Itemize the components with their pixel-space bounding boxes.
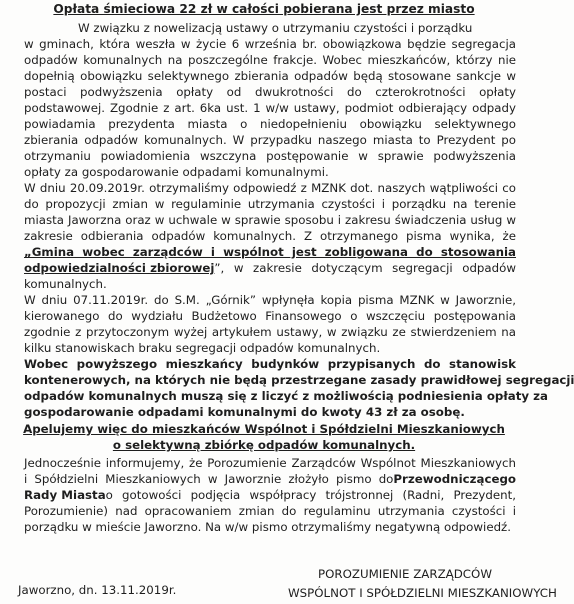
paragraph-1-line: otrzymaniu powiadomienia wszczyna postępowanie w sprawie podwyższenia (24, 149, 516, 163)
paragraph-5-line (24, 488, 516, 503)
paragraph-2-line: do propozycji zmian w regulaminie utrzymania czystości i porządku na terenie (24, 197, 516, 211)
signature-line: POROZUMIENIE ZARZĄDCÓW (318, 567, 492, 581)
paragraph-5-line: Porozumienie) nad opracowaniem zmian do regulaminu utrzymania czystości i (24, 504, 516, 518)
warning-line: odpadów komunalnych muszą się z liczyć z możliwością podniesienia opłaty za (24, 389, 548, 403)
paragraph-1-line: w gminach, która weszła w życie 6 września br. obowiązkowa będzie segregacja (24, 37, 516, 51)
paragraph-5-text: i Spółdzielni Mieszkaniowych w Jaworznie złożyło pismo do (24, 472, 394, 486)
warning-line: gospodarowanie odpadami komunalnymi do kwoty 43 zł za osobę. (24, 405, 465, 419)
paragraph-2-line: miasta Jaworzna oraz w uchwale w sprawie sposobu i zakresu świadczenia usług w (24, 213, 516, 227)
paragraph-1-line: opłaty za gospodarowanie odpadami komunalnymi. (24, 165, 329, 179)
appeal-line: Apelujemy więc do mieszkańców Wspólnot i Spółdzielni Mieszkaniowych (23, 422, 505, 436)
signature-line: WSPÓLNOT I SPÓŁDZIELNI MIESZKANIOWYCH (288, 586, 557, 600)
paragraph-5-text: o gotowości podjęcia współpracy trójstronnej (Radni, Prezydent, (105, 488, 516, 502)
paragraph-3-line: kilku stanowiskach braku segregacji odpadów komunalnych. (24, 341, 381, 355)
paragraph-5-line (24, 472, 516, 487)
warning-line: kontenerowych, na których nie będą przestrzegane zasady prawidłowej segregacji (24, 373, 574, 387)
paragraph-3-line: W dniu 07.11.2019r. do S.M. „Górnik” wpłynęła kopia pisma MZNK w Jaworznie, (24, 293, 516, 307)
paragraph-1-line: powiadamia prezydenta miasta o niedopełnieniu obowiązku selektywnego (24, 117, 516, 131)
paragraph-1-line: W związku z nowelizacją ustawy o utrzymaniu czystości i porządku (78, 21, 473, 35)
paragraph-5-line: Jednocześnie informujemy, że Porozumienie Zarządców Wspólnot Mieszkaniowych (24, 456, 516, 470)
paragraph-5-line: porządku w mieście Jaworzno. Na w/w pismo otrzymaliśmy negatywną odpowiedź. (24, 520, 512, 534)
paragraph-3-line: kierowanego do wydziału Budżetowo Finansowego o wszczęciu postępowania (24, 309, 516, 323)
paragraph-3-line: zgodnie z przytoczonym wyżej artykułem ustawy, w związku ze stwierdzeniem na (24, 325, 516, 339)
paragraph-2-text: ”, w zakresie dotyczącym segregacji odpadów (214, 261, 516, 275)
paragraph-2-line: komunalnych. (24, 277, 107, 291)
paragraph-1-line: odpadów komunalnych na poszczególne frakcje. Wobec mieszkańców, którzy nie (24, 53, 516, 67)
place-and-date: Jaworzno, dn. 13.11.2019r. (18, 583, 177, 597)
chairman-text: Przewodniczącego (393, 472, 516, 486)
collective-responsibility-quote: „Gmina wobec zarządców i wspólnot jest zobligowana do stosowania (24, 245, 516, 259)
city-council-text: Rady Miasta (24, 488, 106, 502)
paragraph-1-line: zbierania odpadów komunalnych. W przypadku naszego miasta to Prezydent po (24, 133, 516, 147)
document-title: Opłata śmieciowa 22 zł w całości pobierana jest przez miasto (53, 2, 475, 16)
warning-line: Wobec powyższego mieszkańcy budynków przypisanych do stanowisk (24, 357, 516, 371)
paragraph-2-line: zakresie odbierania odpadów komunalnych. Z otrzymanego pisma wynika, że (24, 229, 516, 243)
paragraph-2-line: W dniu 20.09.2019r. otrzymaliśmy odpowiedź z MZNK dot. naszych wątpliwości co (24, 181, 516, 195)
collective-responsibility-quote-end: odpowiedzialności zbiorowej (24, 261, 215, 275)
paragraph-2-line (24, 261, 516, 276)
paragraph-1-line: dopełnią obowiązku selektywnego zbierania odpadów będą stosowane sankcje w (24, 69, 516, 83)
paragraph-1-line: podstawowej. Zgodnie z art. 6ka ust. 1 w/w ustawy, podmiot odbierający odpady (24, 101, 516, 115)
paragraph-1-line: postaci podwyższenia opłaty od dwukrotności do czterokrotności opłaty (24, 85, 516, 99)
appeal-line: o selektywną zbiórkę odpadów komunalnych. (112, 438, 416, 452)
